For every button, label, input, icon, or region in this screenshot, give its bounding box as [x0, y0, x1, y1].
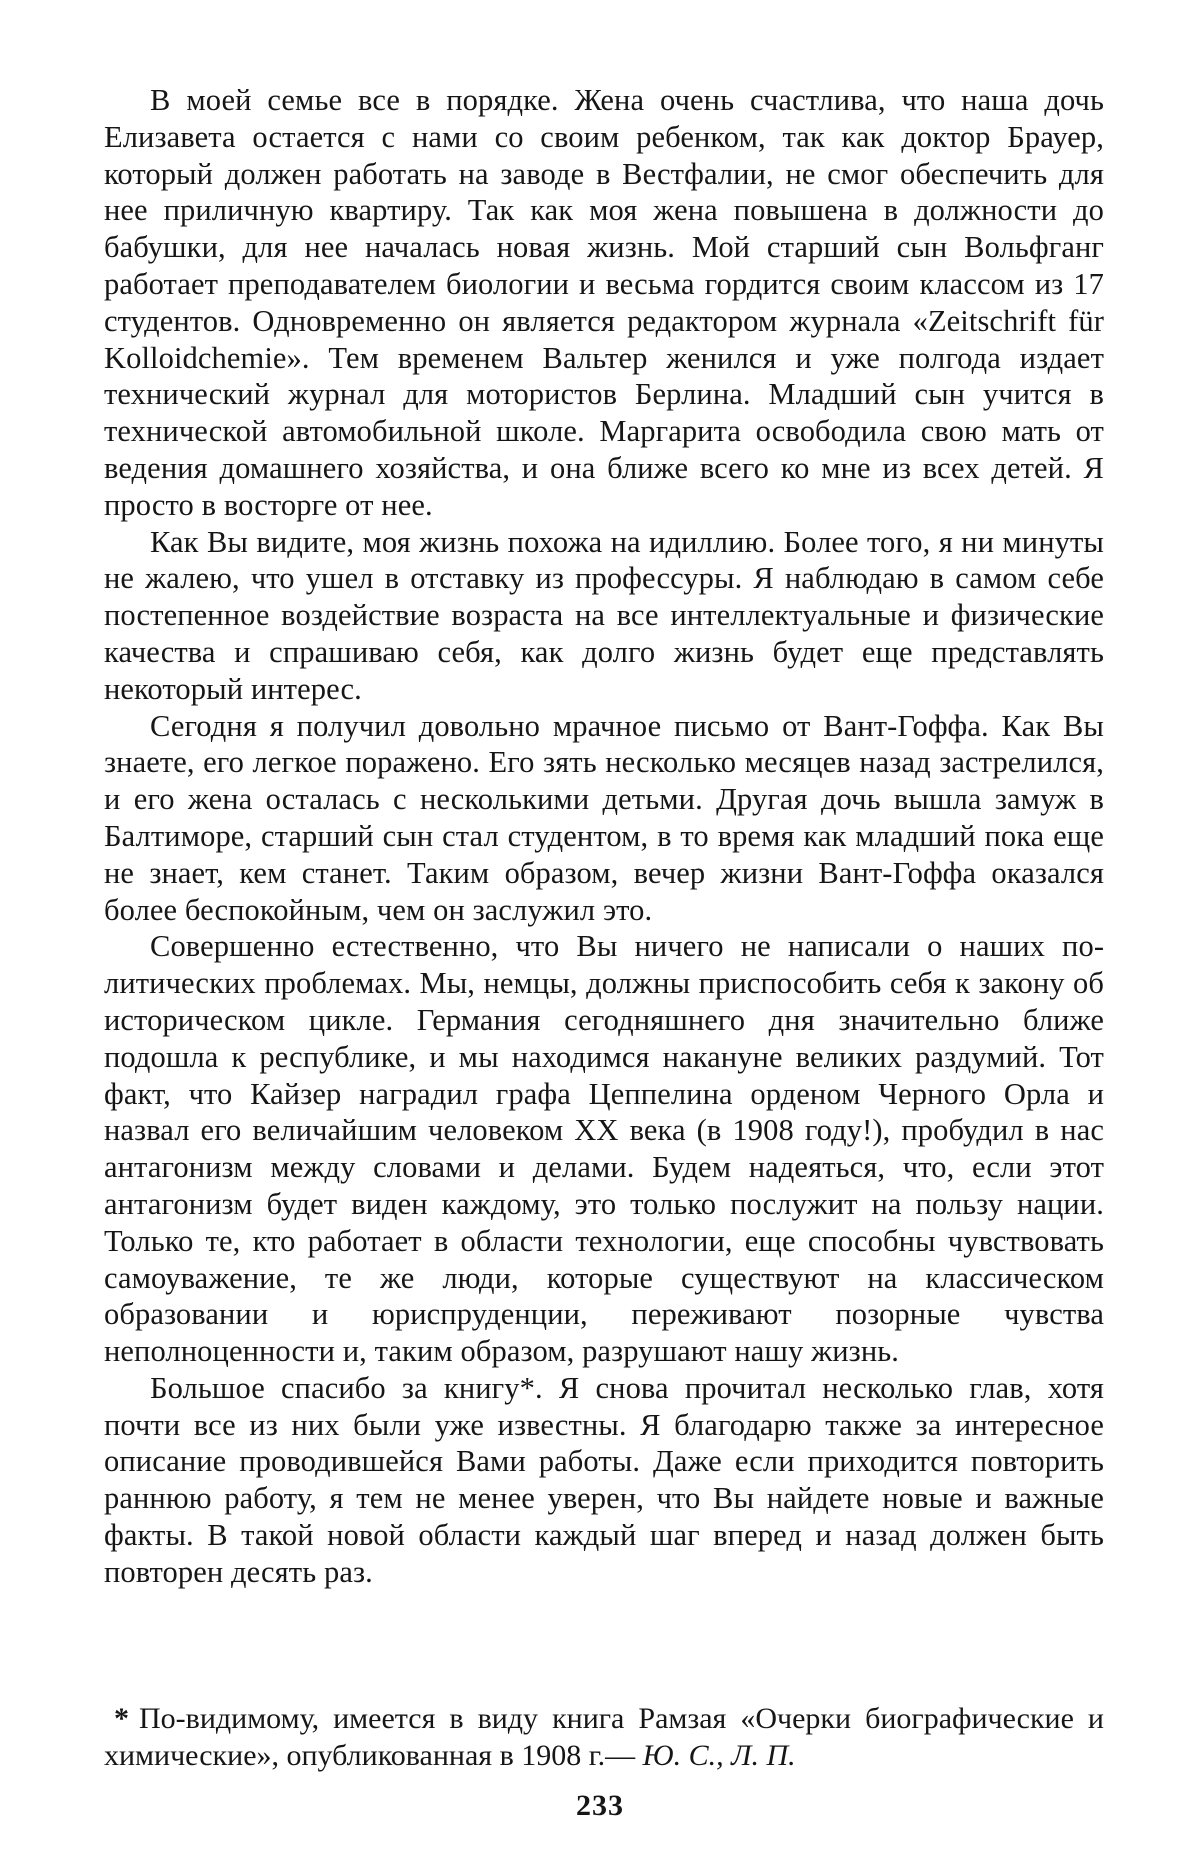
- footnote-mark: *: [114, 1702, 129, 1735]
- footnote: [104, 1700, 1104, 1774]
- paragraph-thanks: Большое спасибо за книгу*. Я снова прочитал несколько глав, хотя почти все из них были уже известны. Я благодарю также за интересное описание проводившейся Вами работы. Даже если приходится повторить раннюю работу, я тем не менее уверен, что Вы найдете новые и важные факты. В такой новой области каждый шаг вперед и назад должен быть повторен десять раз.: [104, 1370, 1104, 1589]
- paragraph-politics: Совершенно естественно, что Вы ничего не написали о наших политических проблемах. Мы, немцы, должны приспособить себя к закону об историческом цикле. Германия сегодняшнего дня значительно ближе подошла к республике, и мы находимся накануне великих раздумий. Тот факт, что Кайзер наградил графа Цеппелина орденом Черного Орла и назвал его величайшим человеком XX века (в 1908 году!), пробудил в нас антагонизм между словами и делами. Будем надеяться, что, если этот антагонизм будет виден каждому, это только послужит на пользу нации. Только те, кто работает в области технологии, еще способны чувствовать самоуважение, те же люди, которые существуют на классическом образовании и юриспруденции, переживают позорные чувства неполноценности и, таким образом, разрушают нашу жизнь.: [104, 929, 1104, 1369]
- paragraph-family: В моей семье все в порядке. Жена очень счастлива, что наша дочь Елизавета остается с нами со своим ребенком, так как доктор Брауер, который должен работать на заводе в Вестфалии, не смог обеспечить для нее приличную квартиру. Так как моя жена повышена в должности до бабушки, для нее началась новая жизнь. Мой старший сын Вольфганг работает преподавателем биологии и весьма гордится своим классом из 17 студентов. Одновременно он является редактором журнала «Zeitschrift für Kolloidchemie». Тем временем Вальтер женился и уже полгода издает технический журнал для мотористов Берлина. Младший сын учится в технической автомобильной школе. Маргарита освободила свою мать от ведения домашнего хозяйства, и она ближе всего ко мне из всех детей. Я просто в восторге от нее.: [104, 83, 1104, 522]
- letter-body: [104, 82, 1104, 1591]
- page-number: 233: [576, 1789, 624, 1822]
- footnote-authors: Ю. С., Л. П.: [642, 1739, 796, 1772]
- paragraph-vant-hoff: Сегодня я получил довольно мрачное письмо от Вант-Гоффа. Как Вы знаете, его легкое поражено. Его зять несколько месяцев назад застрелился, и его жена осталась с несколькими детьми. Другая дочь вышла замуж в Балтиморе, старший сын стал студентом, в то время как младший пока еще не знает, кем станет. Таким образом, вечер жизни Вант-Гоффа оказался более беспокойным, чем он заслужил это.: [104, 708, 1104, 927]
- footnote-paragraph: [104, 1700, 1104, 1774]
- footnote-text: По-видимому, имеется в виду книга Рамзая «Очерки биографические и химические», опубликованная в 1908 г.—: [104, 1702, 1104, 1772]
- paragraph-idyll: Как Вы видите, моя жизнь похожа на идиллию. Более того, я ни минуты не жалею, что ушел в отставку из профессуры. Я наблюдаю в самом себе постепенное воздействие возраста на все интеллектуальные и физические качества и спрашиваю себя, как долго жизнь будет еще представлять некоторый интерес.: [104, 524, 1104, 706]
